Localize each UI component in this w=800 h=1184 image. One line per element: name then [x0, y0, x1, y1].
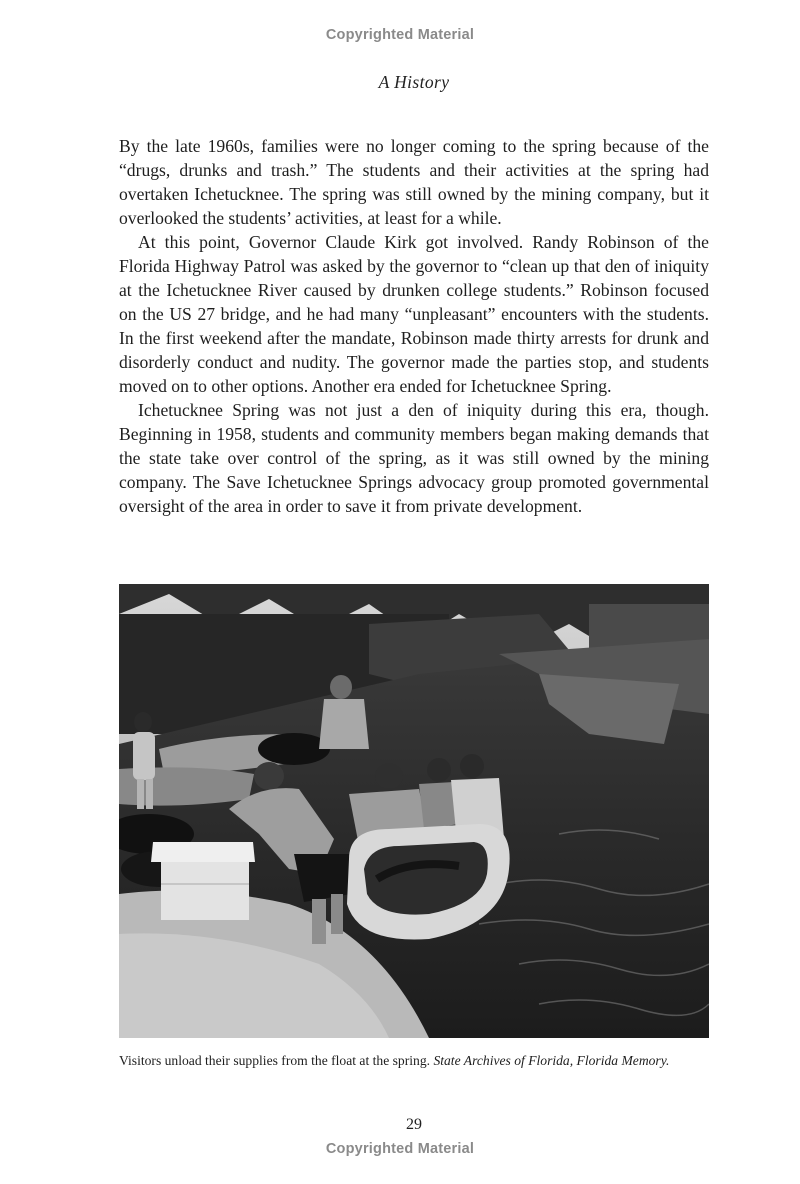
paragraph-2: At this point, Governor Claude Kirk got involved. Randy Robinson of the Florida Highway Patrol was asked by the governor to “clean up that den of iniquity at the Ichetucknee River caused by drunken college students.” Robinson focused on the US 27 bridge, and he had many “unpleasant” encounters with the students. In the first weekend after the mandate, Robinson made thirty arrests for drunk and disorderly conduct and nudity. The governor made the parties stop, and students moved on to other options. Another era ended for Ichetucknee Spring.: [119, 232, 709, 396]
caption-text: Visitors unload their supplies from the float at the spring.: [119, 1053, 431, 1068]
photograph-visitors-unloading-float: [119, 584, 709, 1038]
caption-credit: State Archives of Florida, Florida Memory.: [433, 1053, 670, 1068]
body-text: [119, 134, 709, 518]
copyright-watermark-top: Copyrighted Material: [325, 27, 475, 43]
copyright-watermark-bottom: Copyrighted Material: [325, 1141, 475, 1157]
figure-caption: [119, 1053, 719, 1069]
page-number: 29: [406, 1116, 422, 1133]
paragraph-3: Ichetucknee Spring was not just a den of iniquity during this era, though. Beginning in 1958, students and community members began making demands that the state take over control of the spring, as it was still owned by the mining company. The Save Ichetucknee Springs advocacy group promoted governmental oversight of the area in order to save it from private development.: [119, 400, 709, 516]
running-head: A History: [378, 72, 450, 92]
paragraph-1: By the late 1960s, families were no longer coming to the spring because of the “drugs, drunks and trash.” The students and their activities at the spring had overtaken Ichetucknee. The spring was still owned by the mining company, but it overlooked the students’ activities, at least for a while.: [119, 136, 709, 228]
